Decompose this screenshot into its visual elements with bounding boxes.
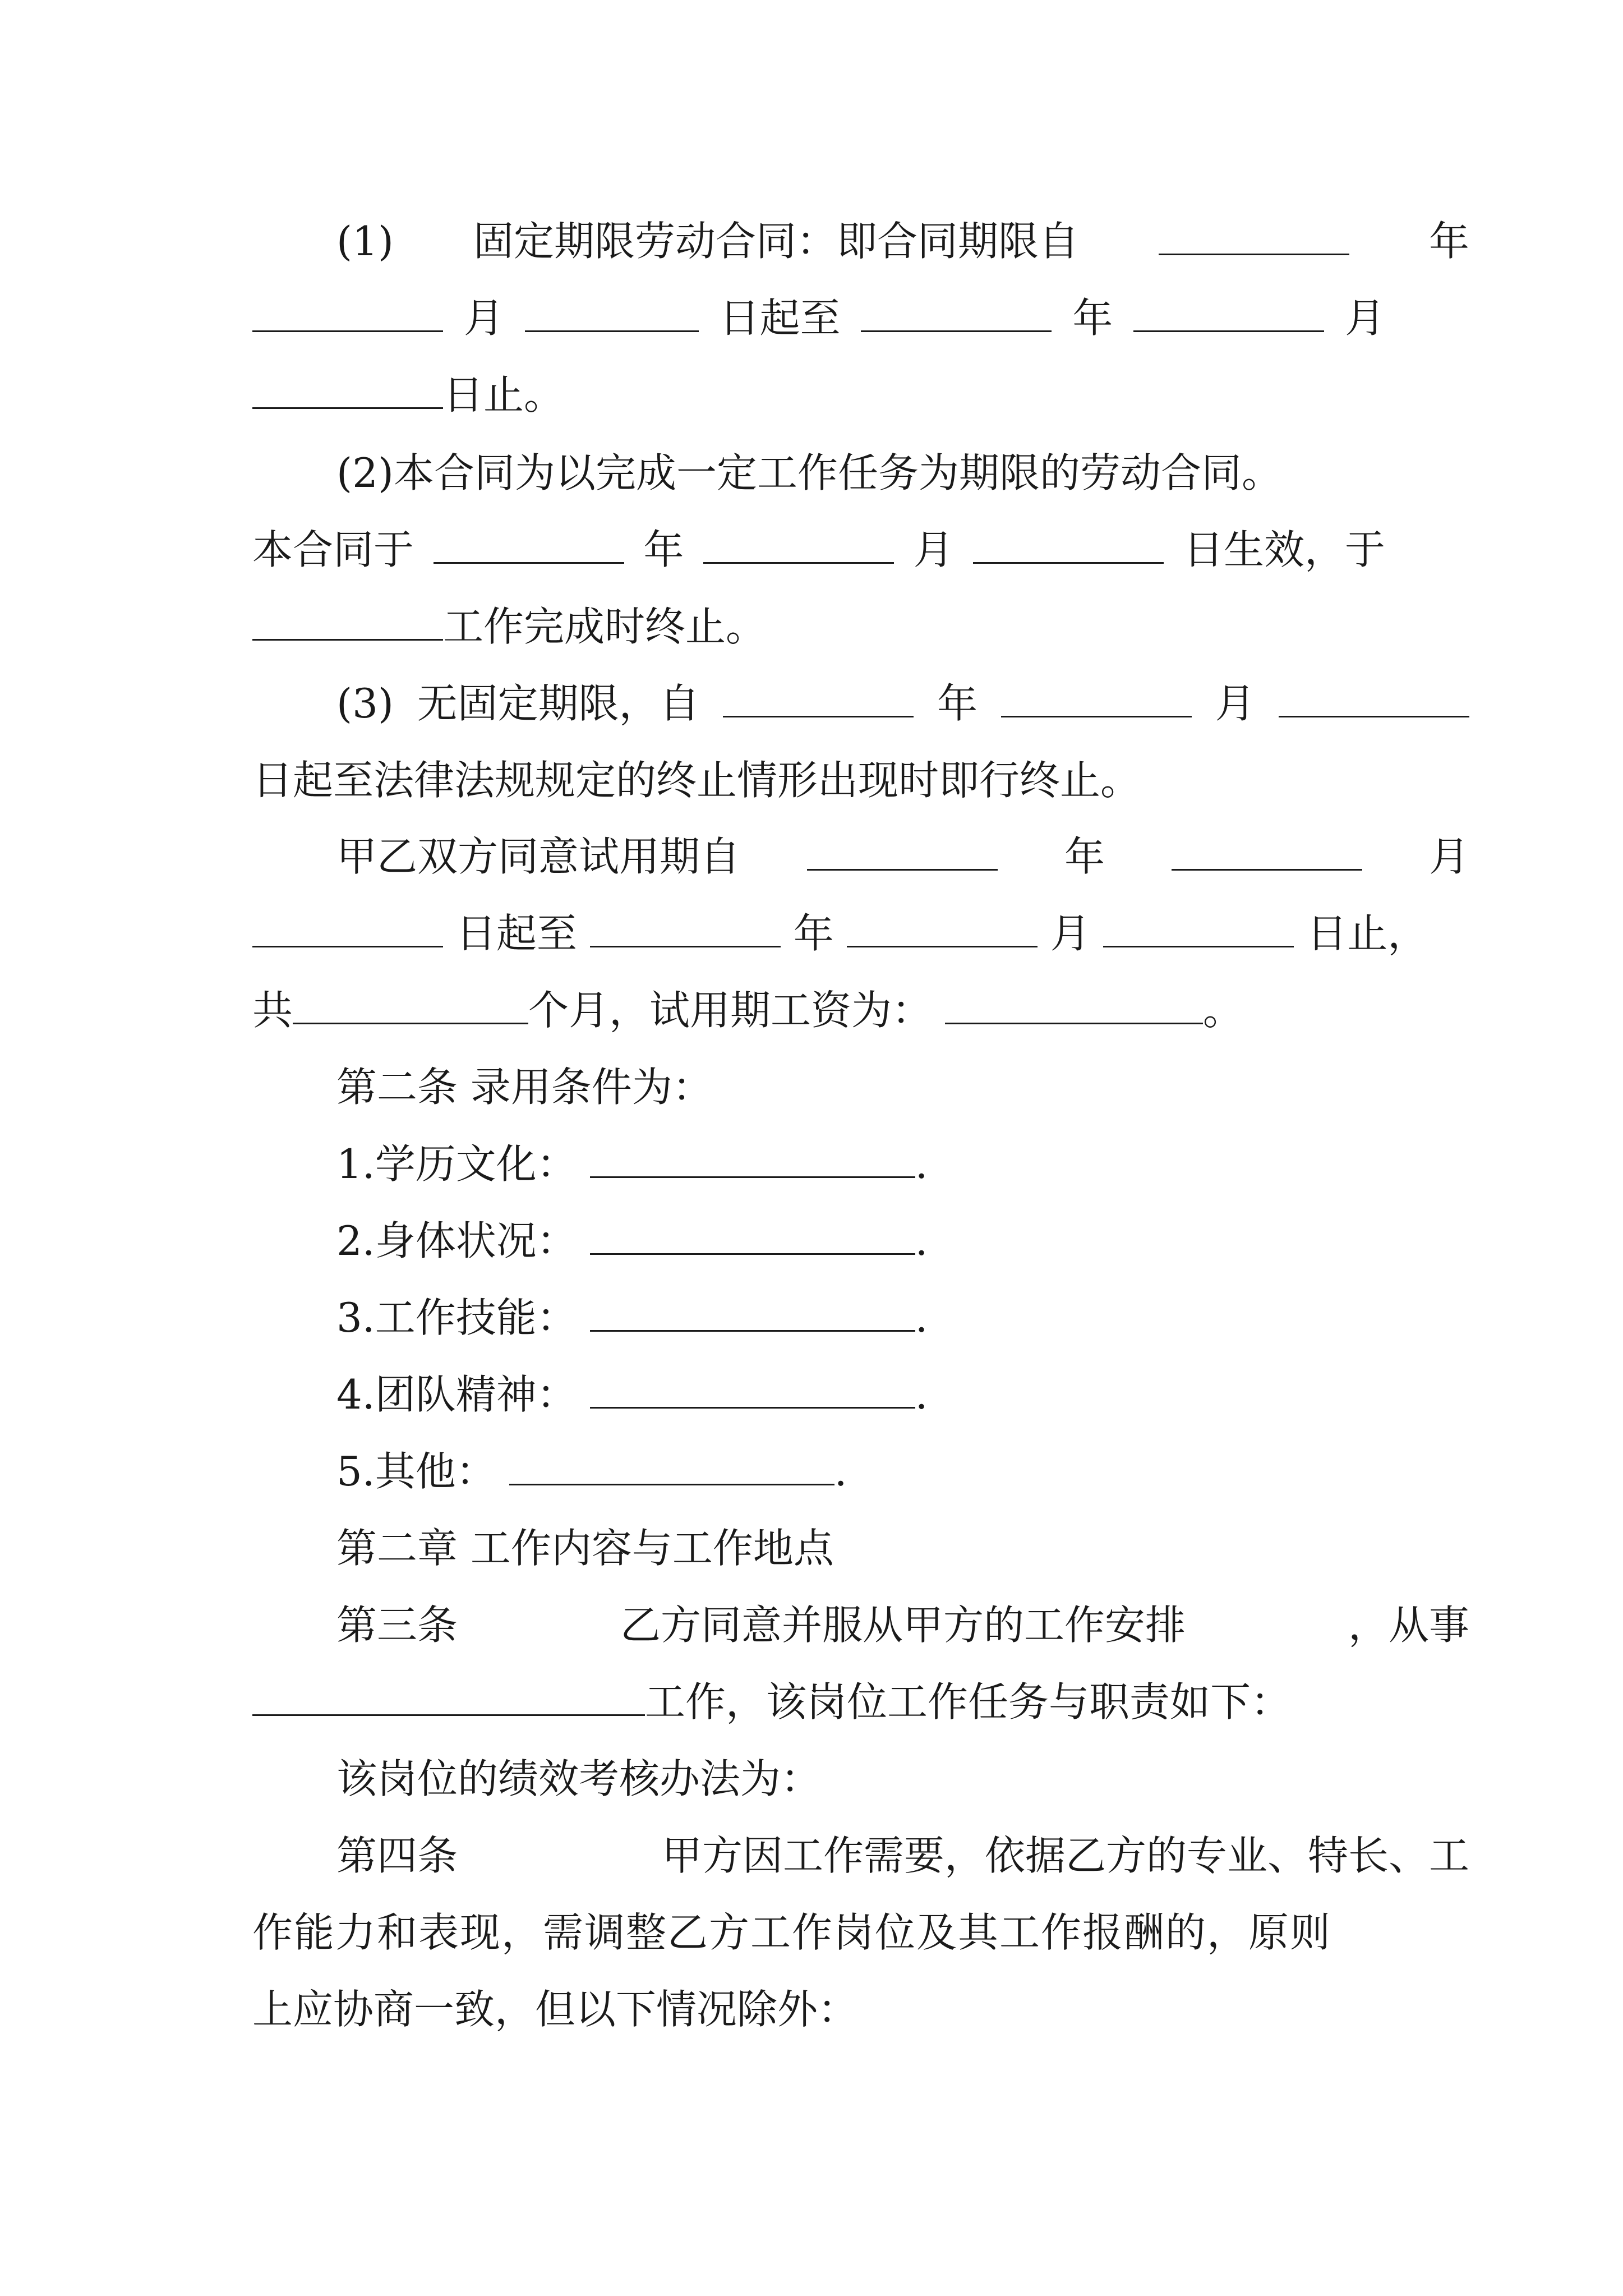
condition-label: 身体状况： — [375, 1217, 577, 1264]
health-blank[interactable] — [590, 1217, 915, 1255]
dot: . — [915, 1294, 928, 1341]
probation-months-blank[interactable] — [293, 987, 528, 1024]
fixed-term-text: 固定期限劳动合同：即合同期限自 — [473, 218, 1080, 265]
end-month-blank[interactable] — [1133, 295, 1324, 332]
effective-year-blank[interactable] — [434, 526, 624, 564]
probation-start-month-blank[interactable] — [1172, 833, 1362, 871]
article-number: 第二条 — [336, 1064, 458, 1111]
probation-line-3 — [252, 982, 1385, 1038]
article-3-line-1 — [252, 1597, 1469, 1653]
start-day-blank[interactable] — [525, 295, 699, 332]
article-4-text: 甲方因工作需要，依据乙方的专业、特长、工 — [661, 1832, 1469, 1879]
list-number: 2. — [336, 1217, 375, 1264]
condition-skills — [252, 1290, 1469, 1346]
year-label: 年 — [1429, 218, 1470, 265]
month-label: 月 — [1050, 910, 1091, 957]
month-label: 月 — [1428, 833, 1469, 880]
article-4-line-3 — [252, 1981, 1385, 2037]
article-3-text-end: ，从事 — [1348, 1602, 1470, 1649]
clause-task-term-line-3 — [252, 599, 1385, 655]
dot: . — [834, 1448, 847, 1495]
article-4-line-1 — [252, 1828, 1469, 1884]
year-label: 年 — [643, 526, 684, 573]
list-number: 3. — [336, 1294, 375, 1341]
effective-day-blank[interactable] — [973, 526, 1164, 564]
from-to-label: 日起至 — [455, 910, 577, 957]
task-end-text: 工作完成时终止。 — [443, 603, 767, 650]
clause-fixed-term-line-3 — [252, 367, 1385, 423]
clause-open-term-line-2 — [252, 752, 1385, 808]
probation-text: 甲乙双方同意试用期自 — [336, 833, 741, 880]
probation-line-1 — [252, 829, 1469, 885]
clause-fixed-term-line-2 — [252, 290, 1385, 346]
end-year-blank[interactable] — [861, 295, 1052, 332]
task-blank[interactable] — [252, 603, 443, 641]
condition-education — [252, 1136, 1469, 1192]
education-blank[interactable] — [590, 1140, 915, 1178]
article-number: 第四条 — [336, 1832, 458, 1879]
period-mark: 。 — [1202, 987, 1243, 1034]
article-3-text: 乙方同意并服从甲方的工作安排 — [620, 1602, 1186, 1649]
year-label: 年 — [1072, 295, 1113, 342]
dot: . — [915, 1217, 928, 1264]
month-label: 月 — [463, 295, 504, 342]
clause-task-term-line-1 — [252, 445, 1469, 501]
probation-line-2 — [252, 905, 1428, 961]
article-4-text-3: 上应协商一致，但以下情况除外： — [252, 1986, 859, 2033]
condition-other — [252, 1443, 1469, 1499]
probation-wage-blank[interactable] — [945, 987, 1203, 1024]
year-label: 年 — [793, 910, 834, 957]
list-number: 1. — [336, 1140, 375, 1188]
dot: . — [915, 1140, 928, 1188]
open-term-end-text: 日起至法律法规规定的终止情形出现时即行终止。 — [252, 757, 1141, 804]
effective-label: 日生效，于 — [1183, 526, 1385, 573]
task-term-text: 本合同为以完成一定工作任务为期限的劳动合同。 — [394, 449, 1283, 496]
dot: . — [915, 1371, 928, 1418]
end-day-blank[interactable] — [252, 371, 443, 409]
from-to-label: 日起至 — [719, 295, 841, 342]
year-label: 年 — [1064, 833, 1105, 880]
open-day-blank[interactable] — [1279, 680, 1469, 717]
probation-start-year-blank[interactable] — [807, 833, 998, 871]
performance-line — [252, 1751, 1469, 1807]
condition-label: 团队精神： — [375, 1371, 577, 1418]
effective-month-blank[interactable] — [703, 526, 894, 564]
clause-open-term-line-1 — [252, 675, 1469, 731]
total-label: 共 — [252, 987, 293, 1034]
item-number: (3) — [336, 680, 394, 727]
chapter-number: 第二章 — [336, 1525, 458, 1572]
condition-teamwork — [252, 1366, 1469, 1423]
list-number: 5. — [336, 1448, 375, 1495]
probation-end-year-blank[interactable] — [590, 910, 781, 947]
probation-end-month-blank[interactable] — [847, 910, 1038, 947]
item-number: (2) — [336, 449, 394, 496]
item-number: (1) — [336, 218, 394, 265]
probation-start-day-blank[interactable] — [252, 910, 443, 947]
probation-end-day-blank[interactable] — [1103, 910, 1294, 947]
condition-health — [252, 1213, 1469, 1269]
month-label: 月 — [1215, 680, 1256, 727]
article-4-line-2 — [252, 1904, 1385, 1961]
article-4-text-2: 作能力和表现，需调整乙方工作岗位及其工作报酬的，原则 — [252, 1909, 1332, 1956]
article-2-heading — [252, 1059, 1469, 1115]
skills-blank[interactable] — [590, 1294, 915, 1332]
teamwork-blank[interactable] — [590, 1371, 915, 1409]
month-label: 月 — [913, 526, 954, 573]
probation-wage-text: 个月，试用期工资为： — [528, 987, 933, 1034]
other-blank[interactable] — [509, 1448, 834, 1485]
condition-label: 其他： — [375, 1448, 496, 1495]
end-label: 日止。 — [443, 371, 565, 418]
month-label: 月 — [1345, 295, 1386, 342]
open-term-text: 无固定期限，自 — [417, 680, 700, 727]
start-month-blank[interactable] — [252, 295, 443, 332]
year-label: 年 — [937, 680, 978, 727]
performance-text: 该岗位的绩效考核办法为： — [336, 1755, 822, 1802]
start-year-blank[interactable] — [1159, 218, 1349, 255]
condition-label: 学历文化： — [375, 1140, 577, 1188]
end-label: 日止， — [1307, 910, 1428, 957]
article-3-line-2 — [252, 1674, 1385, 1730]
article-number: 第三条 — [336, 1602, 458, 1649]
chapter-title: 工作内容与工作地点 — [470, 1525, 834, 1572]
clause-fixed-term-line-1 — [252, 213, 1469, 269]
article-title: 录用条件为： — [470, 1064, 713, 1111]
condition-label: 工作技能： — [375, 1294, 577, 1341]
clause-task-term-line-2 — [252, 522, 1385, 578]
chapter-2-heading — [252, 1520, 1469, 1576]
open-month-blank[interactable] — [1001, 680, 1192, 717]
job-title-blank[interactable] — [252, 1678, 645, 1716]
list-number: 4. — [336, 1371, 375, 1418]
effective-text: 本合同于 — [252, 526, 414, 573]
job-duties-text: 工作，该岗位工作任务与职责如下： — [645, 1678, 1292, 1726]
open-year-blank[interactable] — [723, 680, 914, 717]
